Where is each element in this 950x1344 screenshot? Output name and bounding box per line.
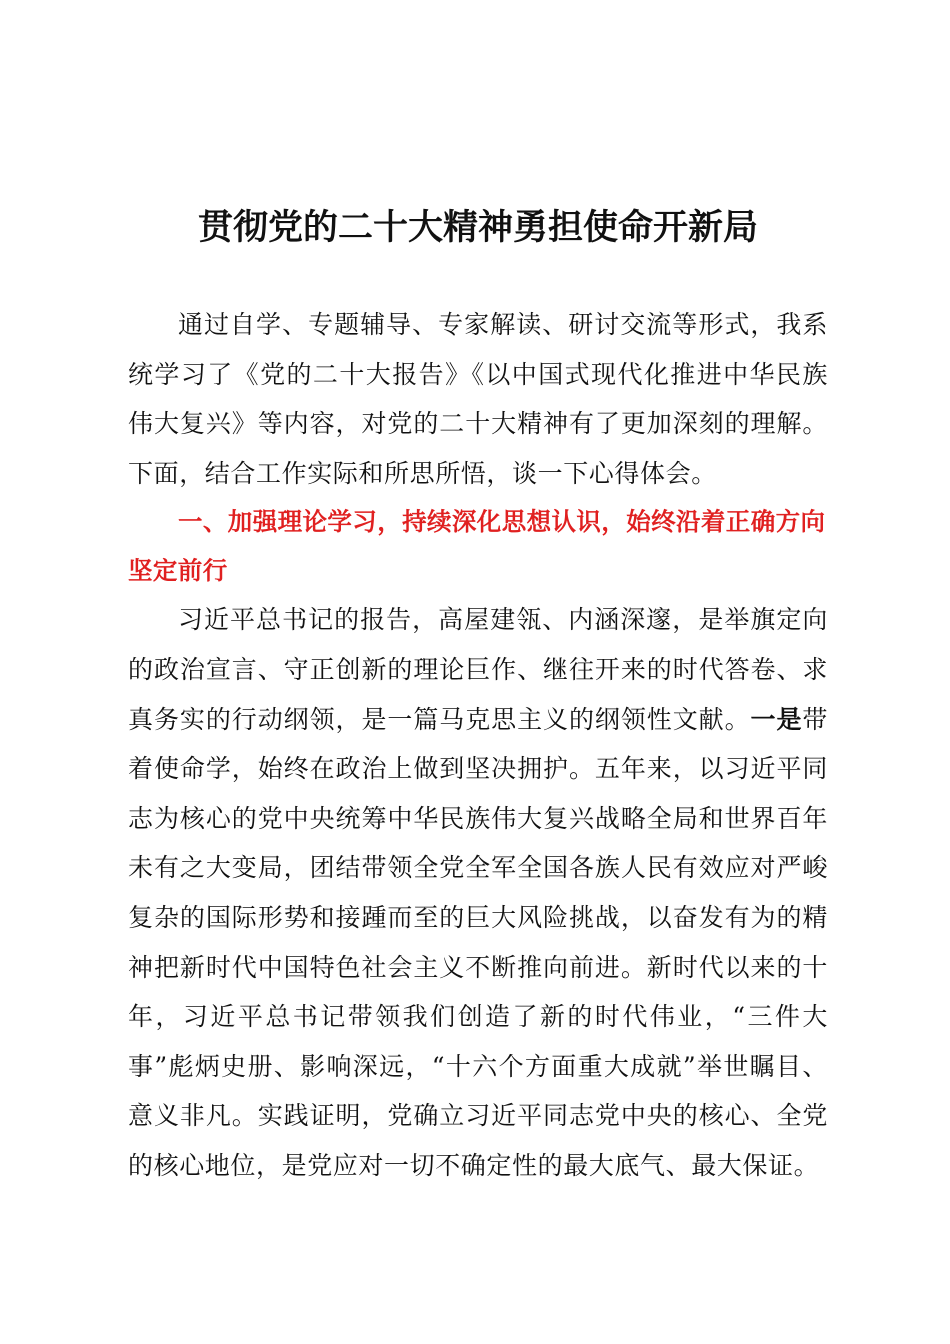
document-title: 贯彻党的二十大精神勇担使命开新局 — [197, 207, 758, 248]
section-1-body-part-1: 习近平总书记的报告，高屋建瓴、内涵深邃，是举旗定向的政治宣言、守正创新的理论巨作、继往开来的时代答卷、求真务实的行动纲领，是一篇马克思主义的纲领性文献。 — [128, 605, 828, 734]
document-content — [128, 200, 828, 1191]
section-1-heading: 一、加强理论学习，持续深化思想认识，始终沿着正确方向坚定前行 — [128, 507, 826, 585]
section-1-bold-marker: 一是 — [750, 704, 803, 734]
section-1-body-part-2: 带着使命学，始终在政治上做到坚决拥护。五年来，以习近平同志为核心的党中央统筹中华民族伟大复兴战略全局和世界百年未有之大变局，团结带领全党全军全国各族人民有效应对严峻复杂的国际形势和接踵而至的巨大风险挑战，以奋发有为的精神把新时代中国特色社会主义不断推向前进。新时代以来的十年，习近平总书记带领我们创造了新的时代伟业，“三件大事”彪炳史册、影响深远，“十六个方面重大成就”举世瞩目、意义非凡。实践证明，党确立习近平同志党中央的核心、全党的核心地位，是党应对一切不确定性的最大底气、最大保证。 — [128, 704, 829, 1180]
section-1-body — [128, 595, 828, 1190]
intro-paragraph: 通过自学、专题辅导、专家解读、研讨交流等形式，我系统学习了《党的二十大报告》《以中国式现代化推进中华民族伟大复兴》等内容，对党的二十大精神有了更加深刻的理解。下面，结合工作实际和所思所悟，谈一下心得体会。 — [128, 310, 828, 488]
